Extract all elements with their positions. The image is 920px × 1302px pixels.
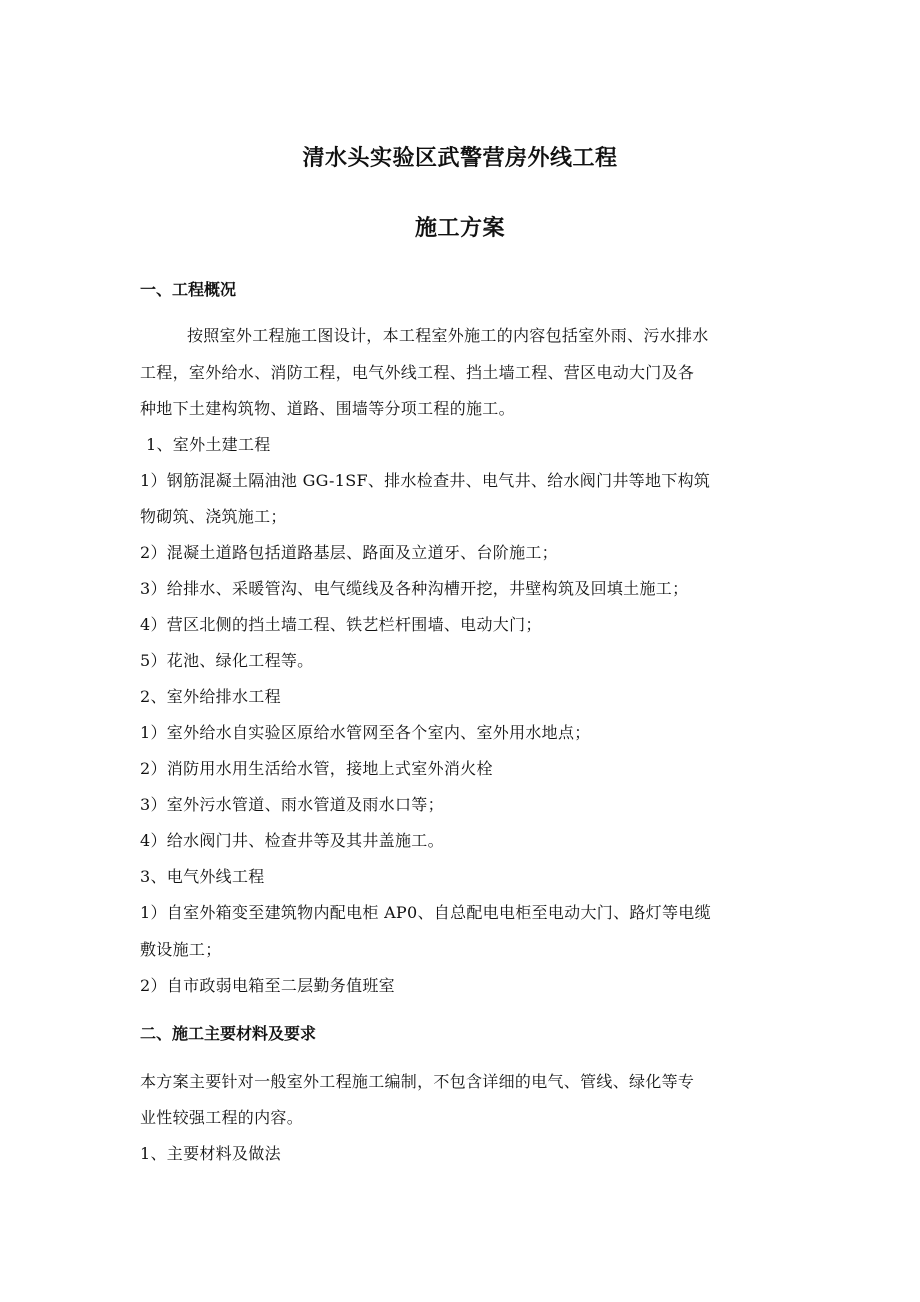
subsection-heading: 1、室外土建工程: [146, 435, 271, 454]
list-item: 1）自室外箱变至建筑物内配电柜 AP0、自总配电电柜至电动大门、路灯等电缆: [140, 903, 711, 922]
list-item: 3）给排水、采暖管沟、电气缆线及各种沟槽开挖，井壁构筑及回填土施工；: [140, 579, 689, 598]
list-item: 物砌筑、浇筑施工；: [140, 507, 287, 526]
paragraph-line: 工程，室外给水、消防工程，电气外线工程、挡土墙工程、营区电动大门及各: [140, 363, 695, 382]
document-title: 清水头实验区武警营房外线工程: [302, 146, 618, 171]
list-item: 2）消防用水用生活给水管，接地上式室外消火栓: [140, 759, 493, 778]
subsection-heading: 1、主要材料及做法: [140, 1144, 281, 1163]
list-item: 敷设施工；: [140, 940, 222, 959]
paragraph-line: 种地下土建构筑物、道路、围墙等分项工程的施工。: [140, 399, 515, 418]
subsection-heading: 3、电气外线工程: [140, 867, 265, 886]
list-item: 2）自市政弱电箱至二层勤务值班室: [140, 976, 395, 995]
paragraph-line: 业性较强工程的内容。: [140, 1108, 304, 1127]
paragraph-line: 按照室外工程施工图设计，本工程室外施工的内容包括室外雨、污水排水: [187, 326, 709, 345]
list-item: 4）营区北侧的挡土墙工程、铁艺栏杆围墙、电动大门；: [140, 615, 542, 634]
list-item: 1）室外给水自实验区原给水管网至各个室内、室外用水地点；: [140, 723, 591, 742]
section-heading: 一、工程概况: [140, 280, 237, 299]
paragraph-line: 本方案主要针对一般室外工程施工编制，不包含详细的电气、管线、绿化等专: [140, 1072, 695, 1091]
list-item: 3）室外污水管道、雨水管道及雨水口等；: [140, 795, 444, 814]
list-item: 5）花池、绿化工程等。: [140, 651, 314, 670]
subsection-heading: 2、室外给排水工程: [140, 687, 281, 706]
list-item: 2）混凝土道路包括道路基层、路面及立道牙、台阶施工；: [140, 543, 558, 562]
list-item: 4）给水阀门井、检查井等及其井盖施工。: [140, 831, 444, 850]
document-subtitle: 施工方案: [414, 216, 505, 241]
section-heading: 二、施工主要材料及要求: [140, 1024, 317, 1043]
list-item: 1）钢筋混凝土隔油池 GG-1SF、排水检查井、电气井、给水阀门井等地下构筑: [140, 471, 711, 490]
